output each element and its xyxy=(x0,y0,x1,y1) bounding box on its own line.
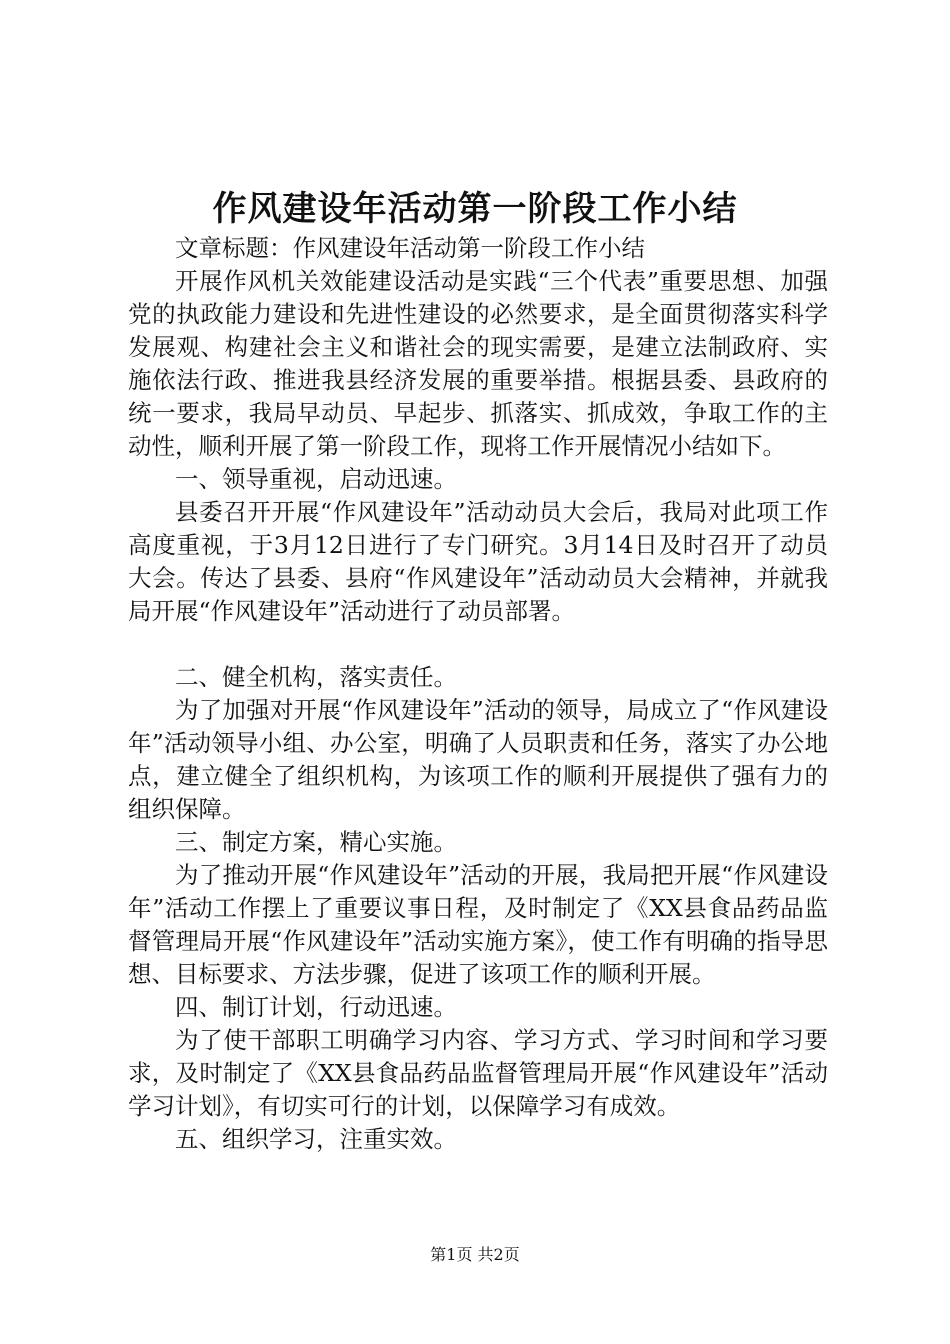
page-footer: 第1页 共2页 xyxy=(430,1245,520,1264)
section-heading-3: 三、制定方案，精心实施。 xyxy=(175,828,457,856)
section-heading-4: 四、制订计划，行动迅速。 xyxy=(175,993,457,1021)
intro-paragraph: 开展作风机关效能建设活动是实践“三个代表”重要思想、加强党的执政能力建设和先进性建设的必然要求，是全面贯彻落实科学发展观、构建社会主义和谐社会的现实需要，是建立法制政府、实施依法行政、推进我县经济发展的重要举措。根据县委、县政府的统一要求，我局早动员、早起步、抓落实、抓成效，争取工作的主动性，顺利开展了第一阶段工作，现将工作开展情况小结如下。 xyxy=(128,267,828,460)
article-title-line: 文章标题：作风建设年活动第一阶段工作小结 xyxy=(175,234,645,262)
section-heading-2: 二、健全机构，落实责任。 xyxy=(175,663,457,691)
document-title: 作风建设年活动第一阶段工作小结 xyxy=(212,189,738,229)
section-paragraph-4: 为了使干部职工明确学习内容、学习方式、学习时间和学习要求，及时制定了《XX县食品药品监督管理局开展“作风建设年”活动学习计划》，有切实可行的计划，以保障学习有成效。 xyxy=(128,1026,828,1120)
section-heading-5: 五、组织学习，注重实效。 xyxy=(175,1125,457,1153)
document-body xyxy=(128,232,828,1156)
paragraph-spacer xyxy=(128,628,828,661)
section-paragraph-2: 为了加强对开展“作风建设年”活动的领导，局成立了“作风建设年”活动领导小组、办公室，明确了人员职责和任务，落实了办公地点，建立健全了组织机构，为该项工作的顺利开展提供了强有力的组织保障。 xyxy=(128,696,828,823)
section-paragraph-1: 县委召开开展“作风建设年”活动动员大会后，我局对此项工作高度重视，于3月12日进行了专门研究。3月14日及时召开了动员大会。传达了县委、县府“作风建设年”活动动员大会精神，并就我局开展“作风建设年”活动进行了动员部署。 xyxy=(128,498,828,625)
section-paragraph-3: 为了推动开展“作风建设年”活动的开展，我局把开展“作风建设年”活动工作摆上了重要议事日程，及时制定了《XX县食品药品监督管理局开展“作风建设年”活动实施方案》，使工作有明确的指导思想、目标要求、方法步骤，促进了该项工作的顺利开展。 xyxy=(128,861,828,988)
section-heading-1: 一、领导重视，启动迅速。 xyxy=(175,465,457,493)
